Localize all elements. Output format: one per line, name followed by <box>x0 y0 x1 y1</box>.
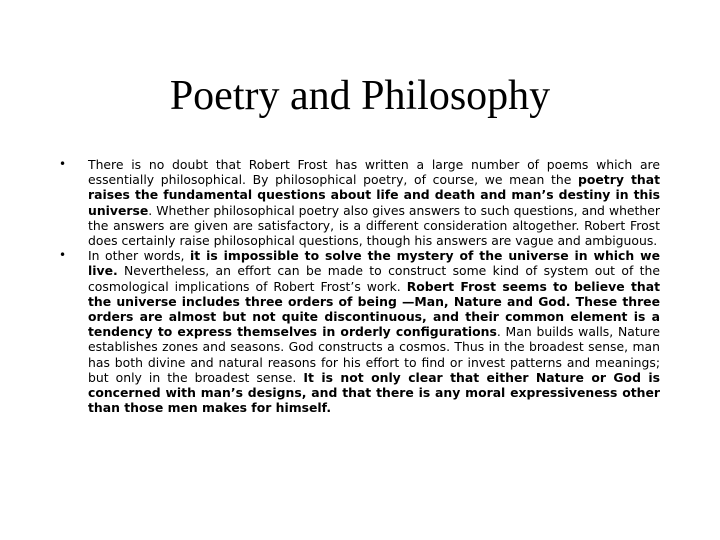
bold-text-segment: Robert Frost seems to believe that the universe includes three orders of being —Man, Nature and God. These three orders are almost but not quite discontinuous, and their common element is a tendency to express themselves in orderly configurations <box>88 278 660 340</box>
text-segment: There is no doubt that Robert Frost has written a large number of poems which are essentially philosophical. By philosophical poetry, of course, we mean the <box>88 157 660 188</box>
text-segment: . Whether philosophical poetry also gives answers to such questions, and whether the answers are given are satisfactory, is a different consideration altogether. Robert Frost does certainly raise philosophical questions, though his answers are vague and ambiguous. <box>88 202 660 249</box>
bullet-dot-icon: • <box>59 157 67 171</box>
bold-text-segment: it is impossible to solve the mystery of the universe in which we live. <box>88 248 660 279</box>
text-segment: Nevertheless, an effort can be made to construct some kind of system out of the cosmological implications of Robert Frost’s work. <box>88 263 660 294</box>
text-segment: In other words, <box>88 248 191 264</box>
bullet-list <box>56 157 660 415</box>
bold-text-segment: poetry that raises the fundamental questions about life and death and man’s destiny in this universe <box>88 172 660 218</box>
slide-title: Poetry and Philosophy <box>169 73 551 119</box>
bullet-item <box>56 157 660 248</box>
text-segment: . Man builds walls, Nature establishes zones and seasons. God constructs a cosmos. Thus in the broadest sense, man has both divine and natural reasons for his effort to find or invest patterns and meanings; but only in the broadest sense. <box>88 324 660 385</box>
bullet-item <box>56 248 660 415</box>
bullet-dot-icon: • <box>59 248 67 263</box>
bold-text-segment: It is not only clear that either Nature or God is concerned with man’s designs, and that there is any moral expressiveness other than those men makes for himself. <box>88 369 660 416</box>
